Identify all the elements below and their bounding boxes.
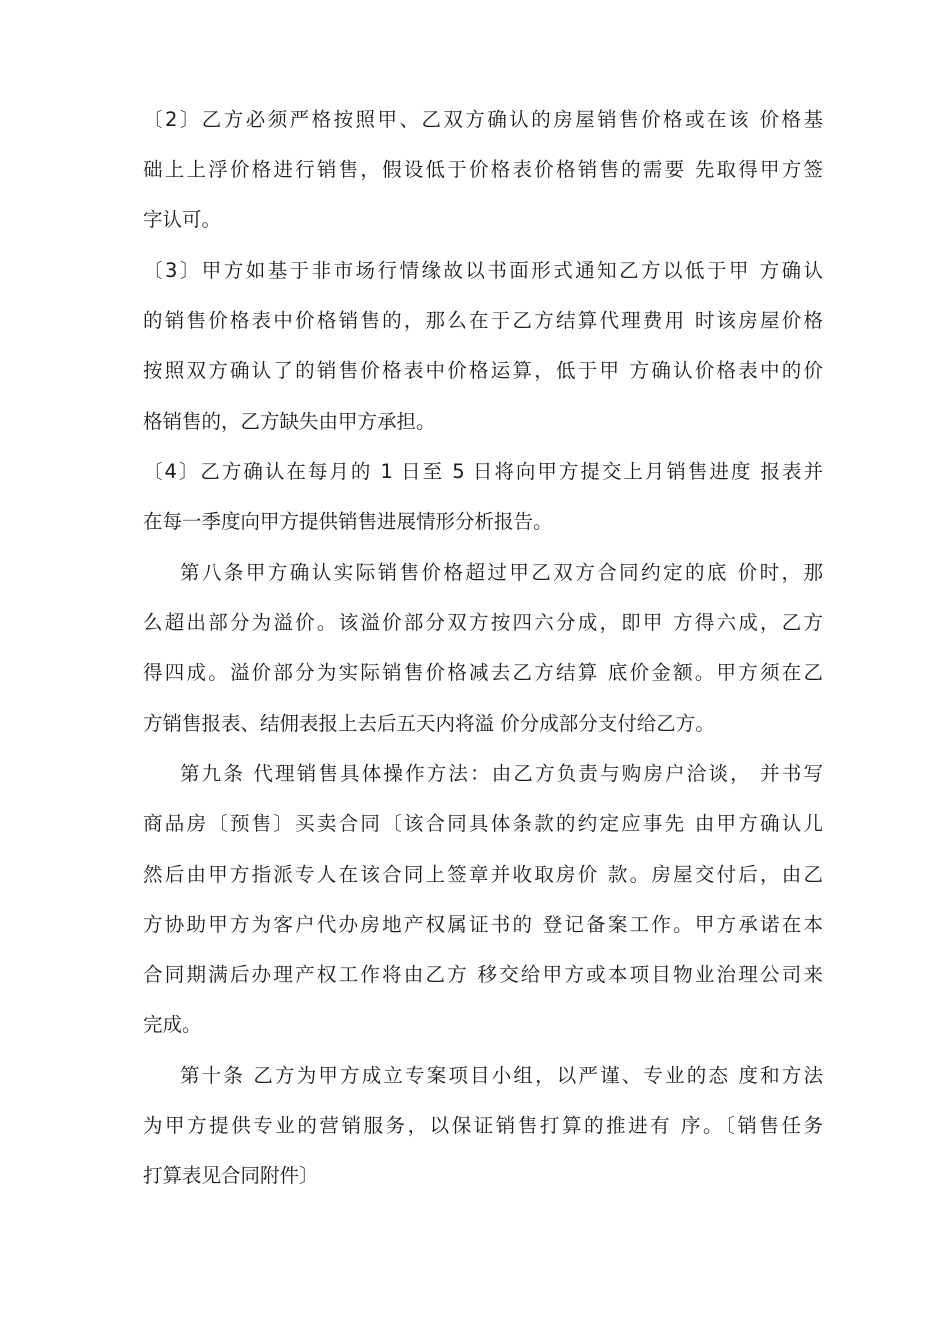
article-8-line-3: 得四成。溢价部分为实际销售价格减去乙方结算 底价金额。甲方须在乙 [143,661,823,684]
clause-3-line-2: 的销售价格表中价格销售的，那么在于乙方结算代理费用 时该房屋价格 [143,309,823,332]
article-8-line-4: 方销售报表、结佣表报上去后五天内将溢 价分成部分支付给乙方。 [143,712,715,735]
article-9-line-1: 第九条 代理销售具体操作方法：由乙方负责与购房户洽谈， 并书写 [180,762,823,785]
clause-3-line-3: 按照双方确认了的销售价格表中价格运算，低于甲 方确认价格表中的价 [143,359,823,382]
article-9-line-5: 合同期满后办理产权工作将由乙方 移交给甲方或本项目物业治理公司来 [143,963,823,986]
article-10-line-2: 为甲方提供专业的营销服务，以保证销售打算的推进有 序。〔销售任务 [143,1114,823,1137]
clause-2-line-1: 〔2〕乙方必须严格按照甲、乙双方确认的房屋销售价格或在该 价格基 [143,108,823,131]
clause-2-line-3: 字认可。 [143,208,222,231]
clause-4-line-1: 〔4〕乙方确认在每月的 1 日至 5 日将向甲方提交上月销售进度 报表并 [143,460,823,483]
article-9-line-4: 方协助甲方为客户代办房地产权属证书的 登记备案工作。甲方承诺在本 [143,913,823,936]
article-9-line-2: 商品房〔预售〕买卖合同〔该合同具体条款的约定应事先 由甲方确认儿 [143,812,823,835]
article-10-line-3: 打算表见合同附件〕 [143,1164,319,1187]
clause-3-line-1: 〔3〕甲方如基于非市场行情缘故以书面形式通知乙方以低于甲 方确认 [143,259,823,282]
article-8-line-1: 第八条甲方确认实际销售价格超过甲乙双方合同约定的底 价时，那 [180,561,823,584]
clause-2-line-2: 础上上浮价格进行销售，假设低于价格表价格销售的需要 先取得甲方签 [143,158,823,181]
article-9-line-6: 完成。 [143,1013,202,1036]
clause-4-line-2: 在每一季度向甲方提供销售进展情形分析报告。 [143,510,553,533]
article-9-line-3: 然后由甲方指派专人在该合同上签章并收取房价 款。房屋交付后，由乙 [143,863,823,886]
clause-3-line-4: 格销售的，乙方缺失由甲方承担。 [143,410,436,433]
article-10-line-1: 第十条 乙方为甲方成立专案项目小组，以严谨、专业的态 度和方法 [180,1064,823,1087]
article-8-line-2: 么超出部分为溢价。该溢价部分双方按四六分成，即甲 方得六成，乙方 [143,611,823,634]
